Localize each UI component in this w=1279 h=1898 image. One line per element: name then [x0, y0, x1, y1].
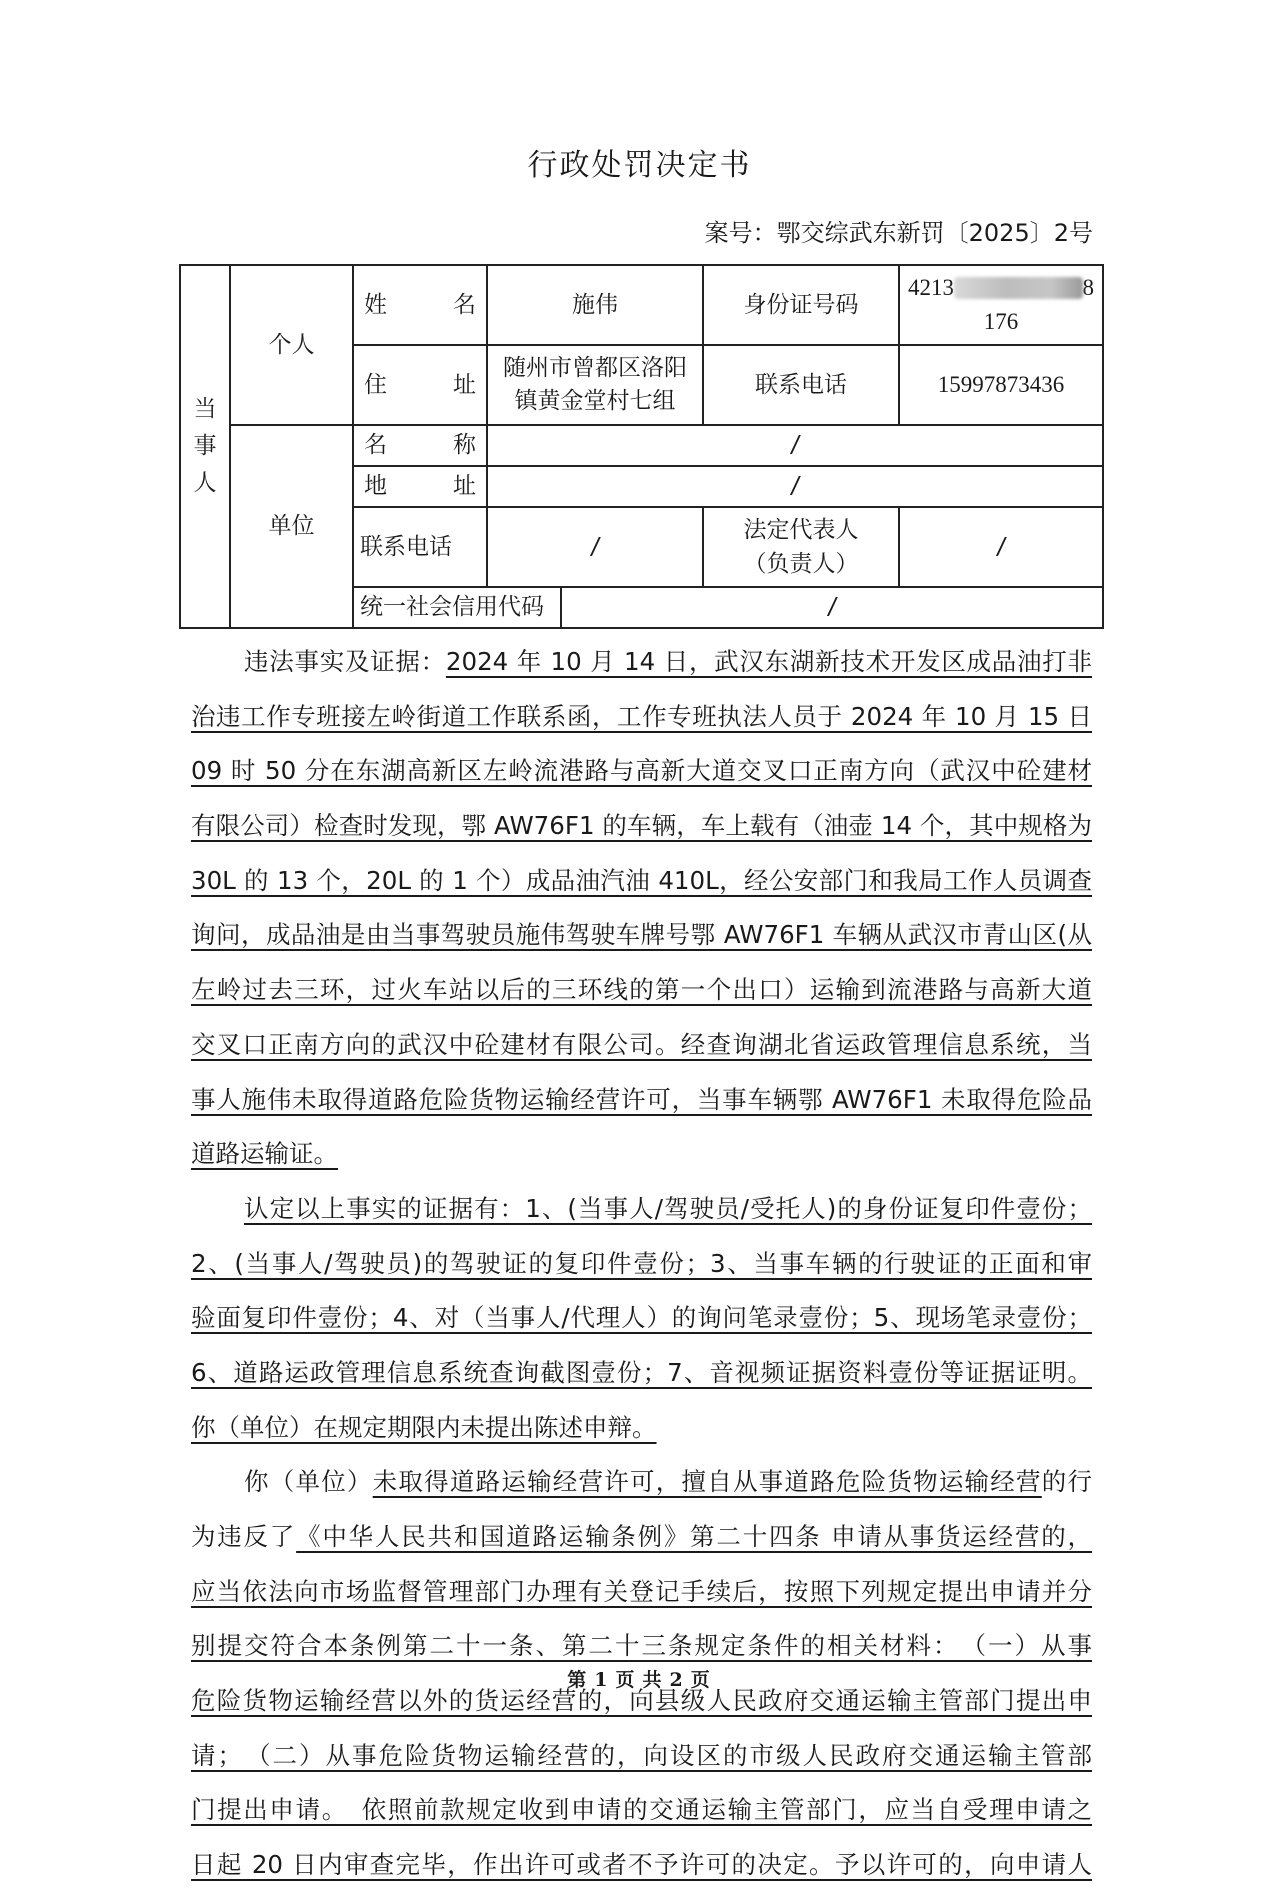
unit-label: 单位 — [230, 425, 353, 628]
legal-rep-value: / — [899, 507, 1103, 587]
paragraph-violation-line: 应当依法向市场监督管理部门办理有关登记手续后，按照下列规定提出申请并分 — [191, 1576, 1092, 1606]
address-value: 随州市曾都区洛阳 镇黄金堂村七组 — [487, 345, 703, 425]
id-label: 身份证号码 — [703, 265, 899, 345]
paragraph-evidence-line: 2、(当事人/驾驶员)的驾驶证的复印件壹份；3、当事车辆的行驶证的正面和审 — [191, 1248, 1092, 1278]
paragraph-violation-line: 你（单位）未取得道路运输经营许可，擅自从事道路危险货物运输经营的行 — [244, 1467, 1092, 1497]
name-label: 姓 名 — [353, 265, 487, 345]
paragraph-evidence-line: 认定以上事实的证据有：1、(当事人/驾驶员/受托人)的身份证复印件壹份； — [244, 1193, 1092, 1223]
party-section-label: 当 事 人 — [180, 265, 230, 628]
paragraph-facts-line: 30L 的 13 个，20L 的 1 个）成品油汽油 410L，经公安部门和我局工作人员调查 — [191, 865, 1092, 895]
unit-address-label: 地 址 — [353, 466, 487, 507]
paragraph-violation-line: 为违反了《中华人民共和国道路运输条例》第二十四条 申请从事货运经营的， — [191, 1522, 1092, 1551]
phone-value: 15997873436 — [899, 345, 1103, 425]
total-pages: 2 — [669, 1669, 685, 1691]
paragraph-evidence-line: 你（单位）在规定期限内未提出陈述申辩。 — [191, 1412, 657, 1442]
credit-code-value: / — [561, 587, 1103, 628]
paragraph-facts-line: 道路运输证。 — [191, 1139, 338, 1169]
unit-phone-value: / — [487, 507, 703, 587]
paragraph-facts-line: 交叉口正南方向的武汉中砼建材有限公司。经查询湖北省运政管理信息系统，当 — [191, 1029, 1092, 1059]
unit-address-value: / — [487, 466, 1103, 507]
paragraph-facts-line: 询问，成品油是由当事驾驶员施伟驾驶车牌号鄂 AW76F1 车辆从武汉市青山区(从 — [191, 920, 1092, 950]
current-page: 1 — [594, 1669, 610, 1691]
unit-name-value: / — [487, 425, 1103, 466]
legal-rep-label: 法定代表人 （负责人） — [703, 507, 899, 587]
id-value: 4213 8 176 — [899, 265, 1103, 345]
document-title: 行政处罚决定书 — [527, 148, 752, 183]
paragraph-violation-line: 门提出申请。 依照前款规定收到申请的交通运输主管部门，应当自受理申请之 — [191, 1795, 1092, 1825]
page-footer: 第 1 页 共 2 页 — [567, 1669, 712, 1691]
redaction-blur — [954, 277, 1083, 299]
paragraph-evidence-line: 验面复印件壹份；4、对（当事人/代理人）的询问笔录壹份；5、现场笔录壹份； — [191, 1303, 1092, 1333]
case-number: 案号：鄂交综武东新罚〔2025〕2号 — [704, 219, 1093, 247]
paragraph-facts-line: 事人施伟未取得道路危险货物运输经营许可，当事车辆鄂 AW76F1 未取得危险品 — [191, 1084, 1092, 1114]
paragraph-facts-line: 09 时 50 分在东湖高新区左岭流港路与高新大道交叉口正南方向（武汉中砼建材 — [191, 756, 1092, 786]
paragraph-facts-line: 左岭过去三环，过火车站以后的三环线的第一个出口）运输到流港路与高新大道 — [191, 975, 1092, 1005]
credit-code-label: 统一社会信用代码 — [353, 587, 561, 628]
paragraph-violation-line: 请； （二）从事危险货物运输经营的，向设区的市级人民政府交通运输主管部 — [191, 1740, 1092, 1770]
facts-label: 违法事实及证据： — [244, 647, 446, 676]
paragraph-facts-line: 治违工作专班接左岭街道工作联系函，工作专班执法人员于 2024 年 10 月 15 日 — [191, 701, 1092, 731]
paragraph-facts-line: 有限公司）检查时发现，鄂 AW76F1 的车辆，车上载有（油壶 14 个，其中规格为 — [191, 811, 1092, 841]
unit-phone-label: 联系电话 — [353, 507, 487, 587]
party-info-table — [179, 264, 1104, 629]
paragraph-violation-line: 日起 20 日内审查完毕，作出许可或者不予许可的决定。予以许可的，向申请人 — [191, 1850, 1092, 1880]
phone-label: 联系电话 — [703, 345, 899, 425]
paragraph-facts-line: 违法事实及证据：2024 年 10 月 14 日，武汉东湖新技术开发区成品油打非 — [244, 647, 1093, 676]
unit-name-label: 名 称 — [353, 425, 487, 466]
document-body — [191, 640, 1092, 1898]
paragraph-violation-line: 危险货物运输经营以外的货运经营的，向县级人民政府交通运输主管部门提出申 — [191, 1686, 1092, 1716]
individual-label: 个人 — [230, 265, 353, 425]
paragraph-violation-line: 别提交符合本条例第二十一条、第二十三条规定条件的相关材料： （一）从事 — [191, 1631, 1092, 1661]
name-value: 施伟 — [487, 265, 703, 345]
address-label: 住 址 — [353, 345, 487, 425]
paragraph-evidence-line: 6、道路运政管理信息系统查询截图壹份；7、音视频证据资料壹份等证据证明。 — [191, 1357, 1092, 1387]
